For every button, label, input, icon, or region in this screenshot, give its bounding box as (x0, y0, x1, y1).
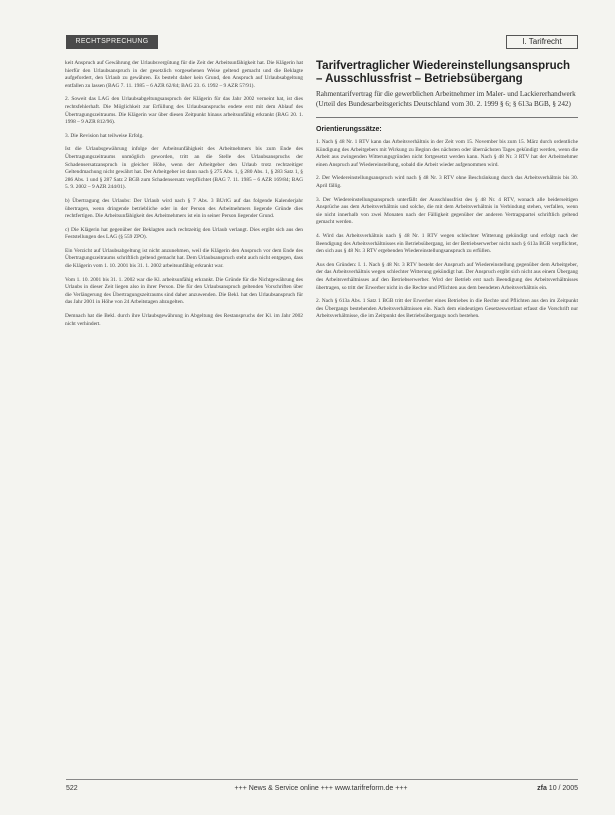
right-paragraph-2: 2. Der Wiedereinstellungsanspruch wird nach § 48 Nr. 3 RTV ohne Beschränkung durch das Arbeitsverhältnis bis 30. April fällig. (316, 175, 578, 189)
article-subtitle: Rahmentarifvertrag für die gewerblichen Arbeitnehmer im Maler- und Lackiererhandwerk (Urteil des Bundesarbeitsgerichts Deutschland vom 30. 2. 1999 § 6; § 613a BGB, § 242) (316, 90, 576, 108)
header-bar (66, 35, 578, 49)
right-paragraph-1: 1. Nach § 48 Nr. 1 RTV kann das Arbeitsverhältnis in der Zeit vom 15. November bis zum 15. März durch ordentliche Kündigung des Arbeitgebers mit Wirkung zu Beginn des nächsten oder übernächsten Tages gekündigt werden, wenn die Arbeit aus zwingenden Witterungsgründen nicht fortgesetzt werden kann. Nach § 48 Nr. 3 RTV hat der Arbeitnehmer einen Anspruch auf Wiedereinstellung, sobald die Arbeit wieder aufgenommen wird. (316, 139, 578, 168)
footer-divider (66, 779, 578, 780)
footer (66, 785, 578, 797)
section-tag-tarifrecht: I. Tarifrecht (506, 35, 578, 49)
article-title: Tarifvertraglicher Wiedereinstellungsanspruch – Ausschlussfrist – Betriebsübergang (316, 60, 571, 85)
right-column (316, 60, 578, 327)
divider (316, 117, 578, 118)
section-label: RECHTSPRECHUNG (66, 35, 158, 49)
journal-name: zfa (537, 785, 547, 792)
left-paragraph-5: b) Übertragung des Urlaubs: Der Urlaub wird nach § 7 Abs. 3 BUrlG auf das folgende Kalenderjahr übertragen, wenn dringende betriebliche oder in der Person des Arbeitnehmers liegende Gründe dies rechtfertigen. Die Arbeitsunfähigkeit des Arbeitnehmers ist ein in seiner Person liegender Grund. (65, 197, 303, 220)
left-paragraph-1: keit Anspruch auf Gewährung der Urlaubsvergütung für die Zeit der Arbeitsunfähigkeit hat. Die Klägerin hat hierfür den Urlaubsanspruch in der gesetzlich vorgesehenen Weise geltend gemacht und die Beklagte aufgefordert, den Urlaub zu gewähren. Es besteht daher kein Grund, den Anspruch auf Urlaubsabgeltung entfallen zu lassen (BAG 7. 11. 1985 – 6 AZR 62/84; BAG 23. 6. 1992 – 9 AZR 57/91). (65, 60, 303, 89)
left-paragraph-2: 2. Soweit das LAG den Urlaubsabgeltungsanspruch der Klägerin für das Jahr 2002 verneint hat, ist dies rechtsfehlerhaft. Die Möglichkeit zur Erfüllung des Urlaubsanspruchs endete erst mit dem Ablauf des Übertragungszeitraums. Die Klägerin war über diesen Zeitpunkt hinaus arbeitsunfähig erkrankt (BAG 20. 1. 1998 – 9 AZR 812/96). (65, 96, 303, 126)
right-paragraph-3: 3. Der Wiedereinstellungsanspruch unterfällt der Ausschlussfrist des § 48 Nr. 4 RTV, wonach alle beiderseitigen Ansprüche aus dem Arbeitsverhältnis und solche, die mit dem Arbeitsverhältnis in Verbindung stehen, verfallen, wenn sie nicht innerhalb von zwei Monaten nach der Fälligkeit gegenüber der anderen Vertragspartei schriftlich geltend gemacht werden. (316, 196, 578, 226)
orientation-heading: Orientierungssätze: (316, 126, 382, 133)
right-paragraph-6: 2. Nach § 613a Abs. 1 Satz 1 BGB tritt der Erwerber eines Betriebes in die Rechte und Pflichten aus den im Zeitpunkt des Übergangs bestehenden Arbeitsverhältnissen ein. Nach dem eindeutigen Gesetzeswortlaut erfasst die Vorschrift nur Arbeitsverhältnisse, die im Zeitpunkt des Betriebsübergangs noch bestehen. (316, 298, 578, 320)
journal-issue-number: 10 / 2005 (548, 785, 578, 792)
left-paragraph-4: Ist die Urlaubsgewährung infolge der Arbeitsunfähigkeit des Arbeitnehmers bis zum Ende des Übertragungszeitraums unmöglich geworden, tritt an die Stelle des Urlaubsanspruchs der Schadensersatzanspruch in gleicher Höhe, wenn der Arbeitgeber den Urlaub trotz rechtzeitiger Geltendmachung nicht gewährt hat. Der Arbeitgeber ist dann nach § 275 Abs. 1, § 280 Abs. 1, § 283 Satz 1, § 286 Abs. 1 und § 287 Satz 2 BGB zum Schadensersatz verpflichtet (BAG 7. 11. 1985 – 6 AZR 169/84; BAG 5. 9. 2002 – 9 AZR 244/01). (65, 146, 303, 191)
left-paragraph-6: c) Die Klägerin hat gegenüber der Beklagten auch rechtzeitig den Urlaub verlangt. Dies ergibt sich aus den Feststellungen des LAG (§ 559 ZPO). (65, 226, 303, 241)
right-paragraph-4: 4. Wird das Arbeitsverhältnis nach § 48 Nr. 1 RTV wegen schlechter Witterung gekündigt und erfolgt nach der Beendigung des Arbeitsverhältnisses ein Betriebsübergang, ist der Betriebserwerber nicht nach § 613a BGB verpflichtet, den sich aus § 48 Nr. 3 RTV ergebenden Wiedereinstellungsanspruch zu erfüllen. (316, 232, 578, 255)
footer-link-text[interactable]: +++ News & Service online +++ www.tarifreform.de +++ (234, 785, 408, 792)
left-paragraph-9: Demnach hat die Bekl. durch ihre Urlaubsgewährung in Abgeltung des Restanspruchs der Kl. im Jahr 2002 nicht verhindert. (65, 313, 303, 327)
page-number: 522 (66, 785, 78, 792)
left-paragraph-8: Vom 1. 10. 2001 bis 31. 1. 2002 war die Kl. arbeitsunfähig erkrankt. Die Gründe für die Nichtgewährung des Urlaubs in dieser Zeit liegen also in ihrer Person. Die für den Urlaubsanspruch geltenden Vorschriften über die Verlängerung des Übertragungszeitraums sind daher anzuwenden. Die Bekl. hat den Urlaubsanspruch für das Jahr 2001 in Höhe von 24 Arbeitstagen abzugelten. (65, 276, 303, 306)
left-paragraph-7: Ein Verzicht auf Urlaubsabgeltung ist nicht anzunehmen, weil die Klägerin den Anspruch vor dem Ende des Übertragungszeitraums schriftlich geltend gemacht hat. Dem Urlaubsanspruch steht auch nicht entgegen, dass die Klägerin vom 1. 10. 2001 bis 31. 1. 2002 arbeitsunfähig erkrankt war. (65, 247, 303, 270)
right-paragraph-5: Aus den Gründen: I. 1. Nach § 48 Nr. 3 RTV besteht der Anspruch auf Wiedereinstellung gegenüber dem Arbeitgeber, der das Arbeitsverhältnis wegen schlechter Witterung gekündigt hat. Der Anspruch ergibt sich nicht aus einem Übergang des Arbeitsverhältnisses auf den Betriebserwerber. Wird der Betrieb erst nach Beendigung des Arbeitsverhältnisses übertragen, so tritt der Erwerber nicht in die Rechte und Pflichten aus dem beendeten Arbeitsverhältnis ein. (316, 261, 578, 291)
left-paragraph-3: 3. Die Revision hat teilweise Erfolg. (65, 132, 144, 139)
left-column (65, 60, 303, 334)
journal-issue (537, 785, 578, 792)
